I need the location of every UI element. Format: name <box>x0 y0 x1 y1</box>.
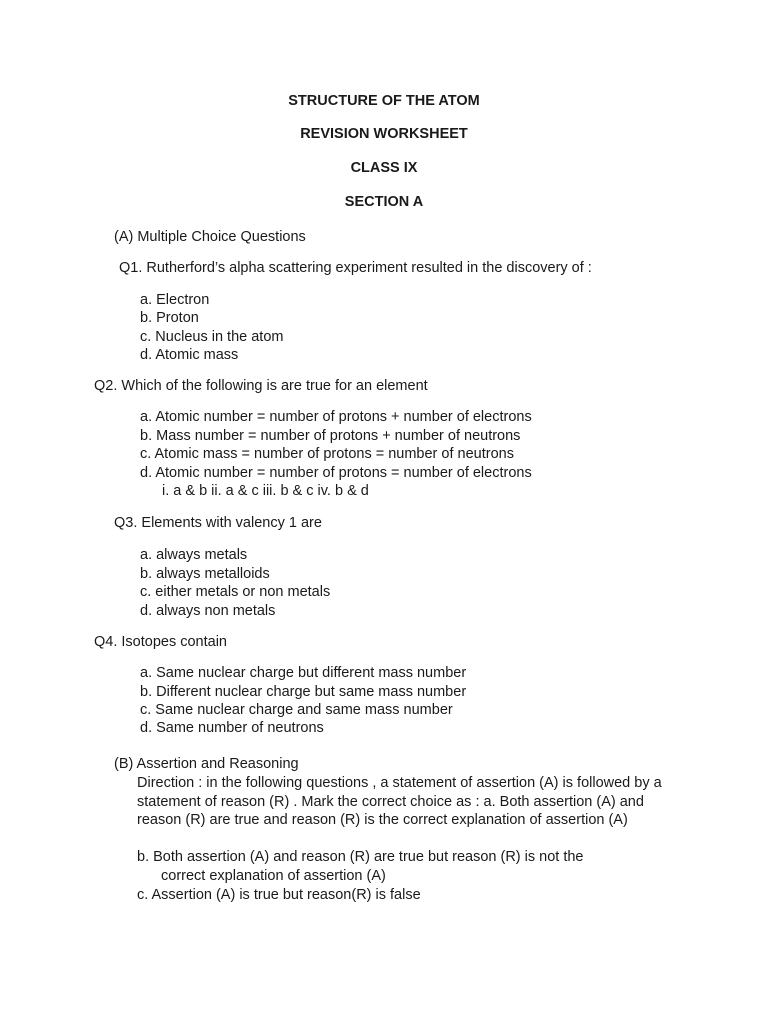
q3-option-c: c. either metals or non metals <box>140 584 331 600</box>
q1-option-b: b. Proton <box>140 310 199 326</box>
q2-option-c: c. Atomic mass = number of protons = number of neutrons <box>140 446 514 462</box>
q4-option-c: c. Same nuclear charge and same mass number <box>140 702 453 718</box>
assertion-option-b-line2: correct explanation of assertion (A) <box>161 868 386 884</box>
assertion-option-c: c. Assertion (A) is true but reason(R) is false <box>137 887 421 903</box>
question-4: Q4. Isotopes contain <box>94 634 227 650</box>
assertion-direction: Direction : in the following questions , a statement of assertion (A) is followed by a statement of reason (R) . Mark the correct choice as : a. Both assertion (A) and reason (R) are true and reason (R) is the correct explanation of assertion (A) <box>137 775 662 828</box>
class-label: CLASS IX <box>350 160 418 176</box>
q2-option-d: d. Atomic number = number of protons = number of electrons <box>140 465 532 481</box>
q3-option-a: a. always metals <box>140 547 248 563</box>
assertion-option-b-line1: b. Both assertion (A) and reason (R) are true but reason (R) is not the <box>137 849 584 865</box>
q2-option-b: b. Mass number = number of protons + number of neutrons <box>140 428 521 444</box>
worksheet-subtitle: REVISION WORKSHEET <box>300 126 468 142</box>
worksheet-title: STRUCTURE OF THE ATOM <box>288 93 480 109</box>
q1-option-d: d. Atomic mass <box>140 347 239 363</box>
part-b-heading: (B) Assertion and Reasoning <box>114 756 299 772</box>
question-1: Q1. Rutherford’s alpha scattering experiment resulted in the discovery of : <box>119 260 592 276</box>
section-label: SECTION A <box>344 194 424 210</box>
q2-choices: i. a & b ii. a & c iii. b & c iv. b & d <box>162 483 369 499</box>
part-a-heading: (A) Multiple Choice Questions <box>114 229 306 245</box>
q3-option-b: b. always metalloids <box>140 566 270 582</box>
q4-option-d: d. Same number of neutrons <box>140 720 324 736</box>
question-2: Q2. Which of the following is are true for an element <box>94 378 428 394</box>
q3-option-d: d. always non metals <box>140 603 276 619</box>
q1-option-c: c. Nucleus in the atom <box>140 329 284 345</box>
q2-option-a: a. Atomic number = number of protons + number of electrons <box>140 409 532 425</box>
q4-option-a: a. Same nuclear charge but different mass number <box>140 665 467 681</box>
question-3: Q3. Elements with valency 1 are <box>114 515 322 531</box>
q4-option-b: b. Different nuclear charge but same mass number <box>140 684 467 700</box>
q1-option-a: a. Electron <box>140 292 210 308</box>
